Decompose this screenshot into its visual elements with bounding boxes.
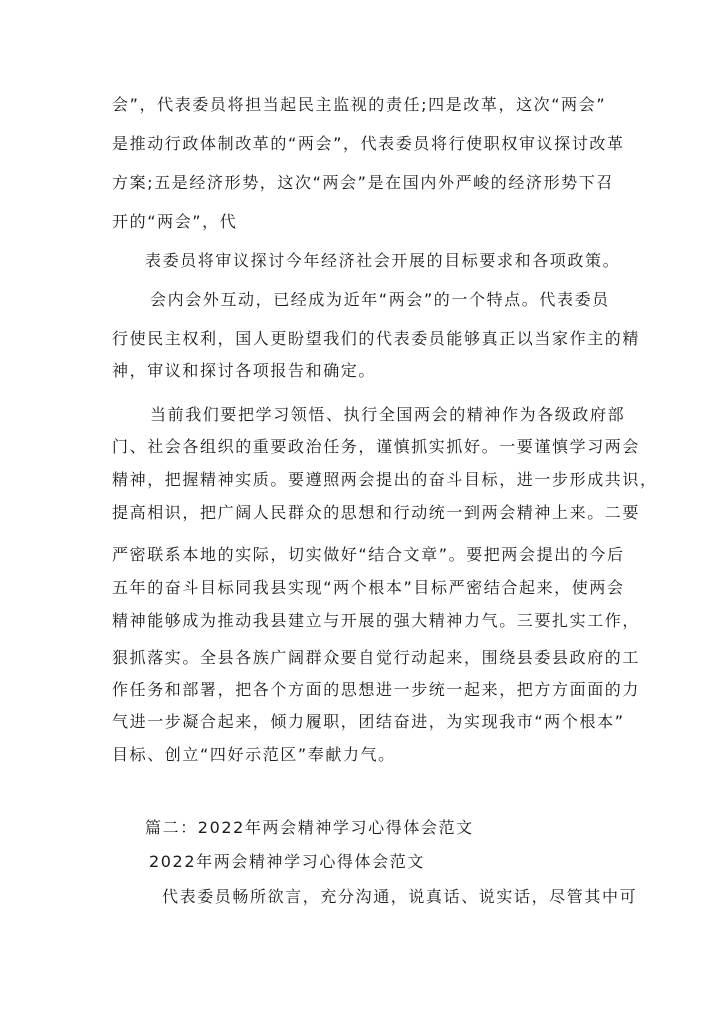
- text-line: 狠抓落实。全县各族广阔群众要自觉行动起来，围绕县委县政府的工: [112, 648, 641, 667]
- text-line: 严密联系本地的实际，切实做好“结合文章”。要把两会提出的今后: [112, 545, 625, 564]
- text-line: 表委员将审议探讨今年经济社会开展的目标要求和各项政策。: [145, 251, 621, 270]
- text-line: 当前我们要把学习领悟、执行全国两会的精神作为各级政府部: [150, 405, 626, 424]
- text-line: 精神，把握精神实质。要遵照两会提出的奋斗目标，进一步形成共识，: [112, 470, 658, 489]
- text-line: 提高相识，把广阔人民群众的思想和行动统一到两会精神上来。二要: [112, 503, 641, 522]
- text-line: 行使民主权利，国人更盼望我们的代表委员能够真正以当家作主的精: [112, 329, 641, 348]
- article-title: 2022年两会精神学习心得体会范文: [149, 852, 425, 871]
- section-heading: 篇二：2022年两会精神学习心得体会范文: [145, 818, 474, 837]
- text-line: 目标、创立“四好示范区”奉献力气。: [112, 745, 396, 764]
- text-line: 会”，代表委员将担当起民主监视的责任;四是改革，这次“两会”: [112, 95, 607, 114]
- text-line: 精神能够成为推动我县建立与开展的强大精神力气。三要扎实工作，: [112, 611, 641, 630]
- text-line: 代表委员畅所欲言，充分沟通，说真话、说实话，尽管其中可: [162, 887, 638, 906]
- text-line: 是推动行政体制改革的“两会”，代表委员将行使职权审议探讨改革: [112, 134, 625, 153]
- text-line: 开的“两会”，代: [112, 212, 238, 231]
- text-line: 神，审议和探讨各项报告和确定。: [112, 361, 377, 380]
- text-line: 作任务和部署，把各个方面的思想进一步统一起来，把方方面面的力: [112, 680, 641, 699]
- text-line: 会内会外互动，已经成为近年“两会”的一个特点。代表委员: [150, 290, 610, 309]
- text-line: 气进一步凝合起来，倾力履职，团结奋进，为实现我市“两个根本”: [112, 712, 625, 731]
- text-line: 五年的奋斗目标同我县实现“两个根本”目标严密结合起来，使两会: [112, 578, 625, 597]
- text-line: 门、社会各组织的重要政治任务，谨慎抓实抓好。一要谨慎学习两会: [112, 437, 641, 456]
- text-line: 方案;五是经济形势，这次“两会”是在国内外严峻的经济形势下召: [112, 173, 614, 192]
